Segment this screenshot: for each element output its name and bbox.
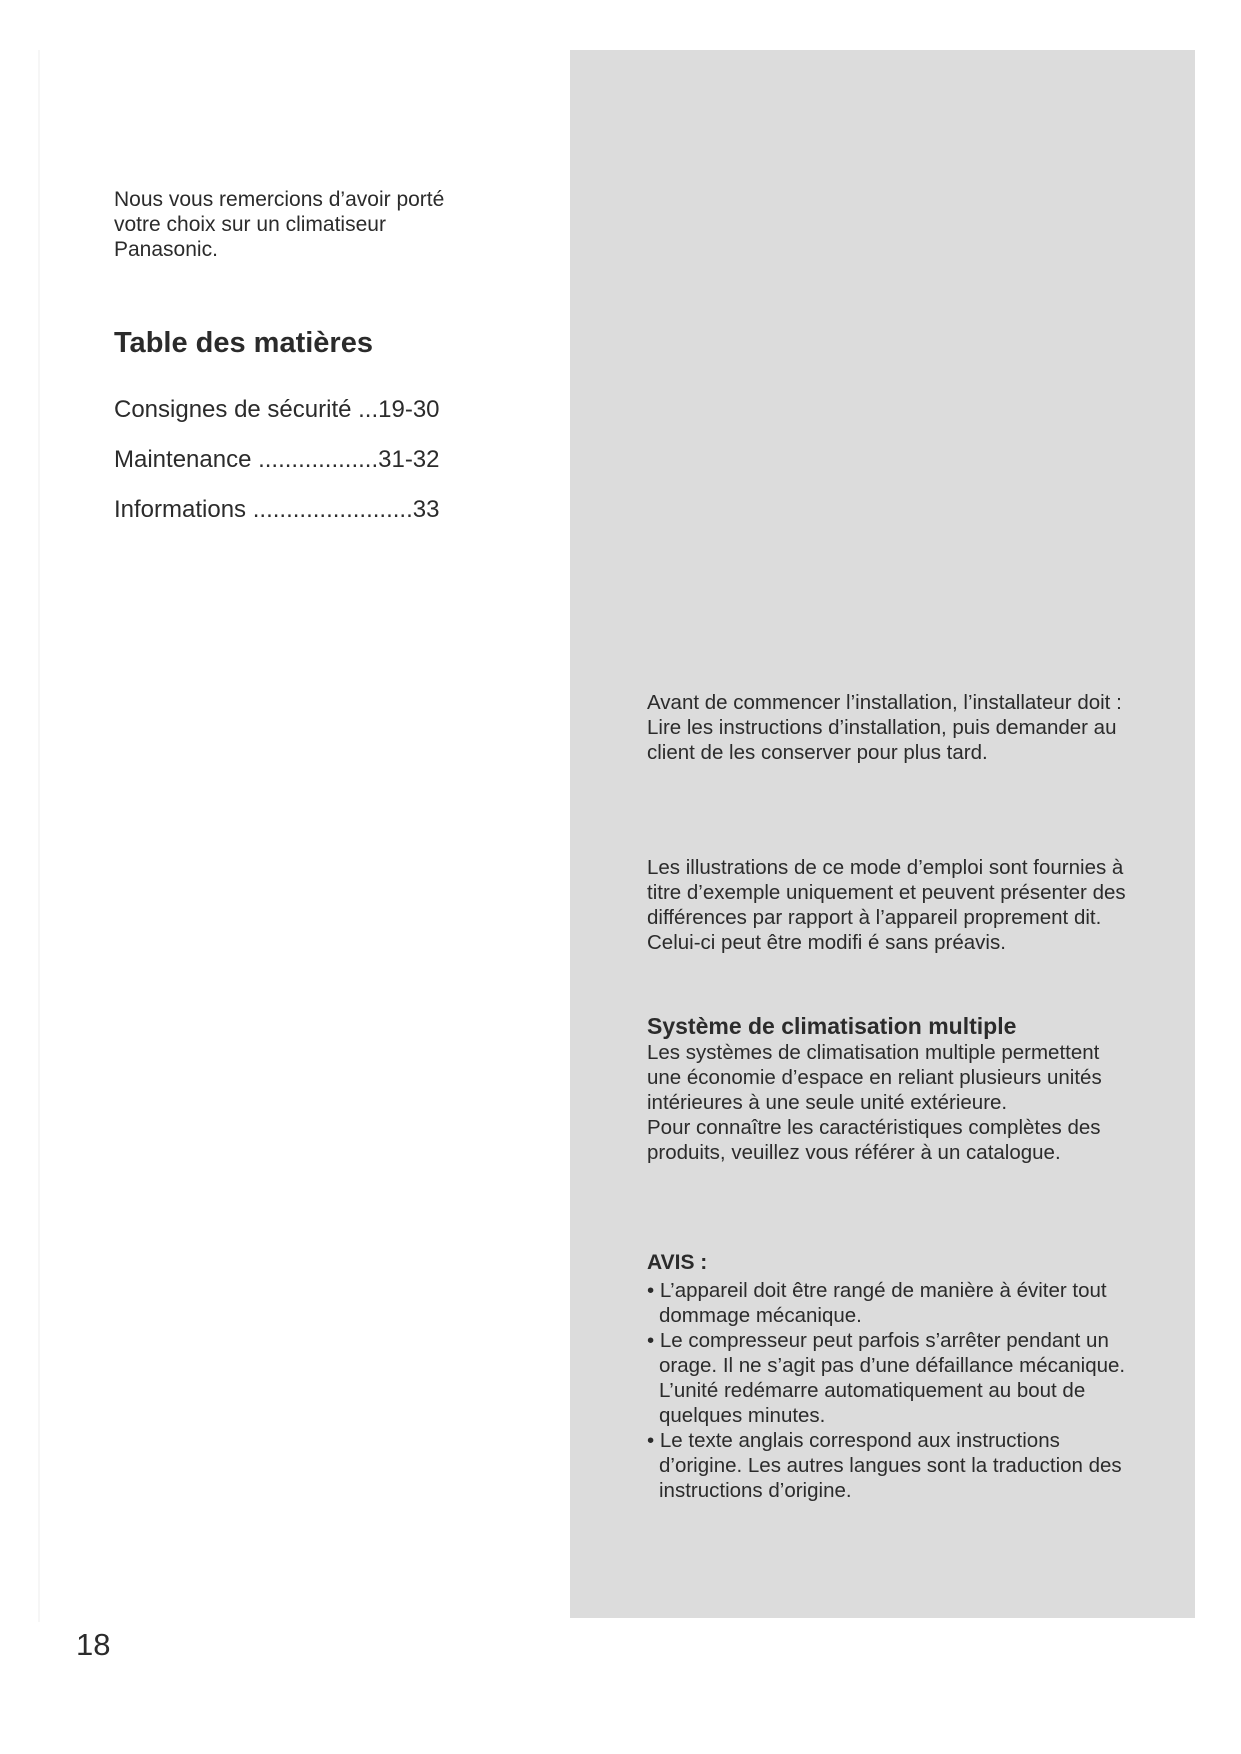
illustrations-notice-block xyxy=(647,855,1127,955)
toc-title: Table des matières xyxy=(114,327,373,359)
avis-list xyxy=(647,1278,1127,1503)
install-notice-text: Avant de commencer l’installation, l’installateur doit : Lire les instructions d’installation, puis demander au client de les conserver pour plus tard. xyxy=(647,691,1122,764)
toc-list xyxy=(114,385,440,535)
intro-block xyxy=(114,187,494,262)
avis-item: • Le texte anglais correspond aux instructions d’origine. Les autres langues sont la traduction des instructions d’origine. xyxy=(647,1428,1127,1503)
toc-entry-information[interactable]: Informations ........................33 xyxy=(114,496,440,523)
toc-entry-safety[interactable]: Consignes de sécurité ...19-30 xyxy=(114,396,440,423)
avis-item: • Le compresseur peut parfois s’arrêter pendant un orage. Il ne s’agit pas d’une défaillance mécanique. L’unité redémarre automatiquement au bout de quelques minutes. xyxy=(647,1328,1127,1428)
avis-item: • L’appareil doit être rangé de manière à éviter tout dommage mécanique. xyxy=(647,1278,1127,1328)
illustrations-notice-text: Les illustrations de ce mode d’emploi sont fournies à titre d’exemple uniquement et peuvent présenter des différences par rapport à l’appareil proprement dit. Celui-ci peut être modifi é sans préavis. xyxy=(647,856,1126,954)
page-number: 18 xyxy=(76,1627,111,1662)
multi-system-section xyxy=(647,1012,1127,1165)
avis-heading: AVIS : xyxy=(647,1251,708,1274)
multi-system-heading: Système de climatisation multiple xyxy=(647,1013,1017,1039)
intro-text: Nous vous remercions d’avoir porté votre choix sur un climatiseur Panasonic. xyxy=(114,188,445,261)
multi-system-para-1: Les systèmes de climatisation multiple permettent une économie d’espace en reliant plusieurs unités intérieures à une seule unité extérieure. xyxy=(647,1041,1102,1114)
install-notice-block xyxy=(647,690,1127,765)
page-edge-line xyxy=(38,50,40,1622)
avis-section xyxy=(647,1250,1127,1503)
toc-entry-maintenance[interactable]: Maintenance ..................31-32 xyxy=(114,446,440,473)
multi-system-para-2: Pour connaître les caractéristiques complètes des produits, veuillez vous référer à un catalogue. xyxy=(647,1116,1101,1164)
